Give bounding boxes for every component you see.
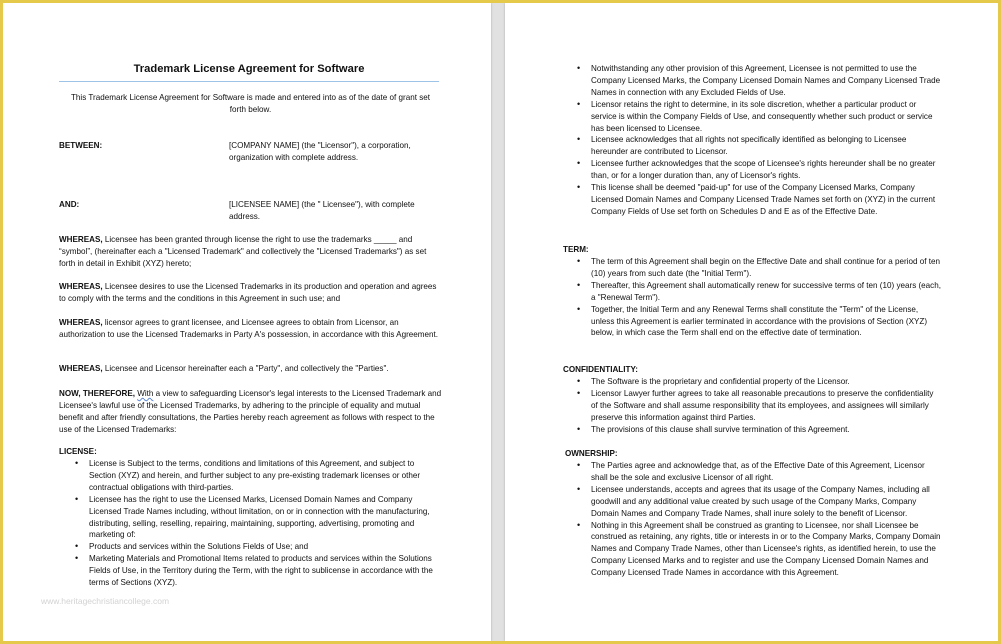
title-underline xyxy=(59,81,439,82)
watermark-text: www.heritagechristiancollege.com xyxy=(41,596,170,606)
now-therefore-paragraph xyxy=(59,388,444,436)
whereas-text: Licensee and Licensor hereinafter each a "Party", and collectively the "Parties". xyxy=(102,364,389,373)
whereas-paragraph-4 xyxy=(59,363,444,375)
list-item: • License is Subject to the terms, conditions and limitations of this Agreement, and subject to Section (XYZ) and herein, and further subject to any pre-existing trademark licenses or other contractual obligations with third-parties. xyxy=(89,458,439,494)
list-item: • The Software is the proprietary and confidential property of the Licensor. xyxy=(591,376,941,388)
whereas-text: Licensee has been granted through license the right to use the trademarks _____ and “symbol”, (hereinafter each a "Licensed Trademark" and collectively the "Licensed Trademarks") as set forth in detail in Exhibit (XYZ) hereto; xyxy=(59,235,427,268)
between-text: [COMPANY NAME] (the "Licensor"), a corporation, organization with complete address. xyxy=(229,141,411,162)
document-viewer[interactable] xyxy=(3,3,998,641)
and-text: [LICENSEE NAME] (the " Licensee"), with complete address. xyxy=(229,200,415,221)
intro-paragraph: This Trademark License Agreement for Software is made and entered into as of the date of grant set forth below. xyxy=(70,93,431,114)
list-item: • The Parties agree and acknowledge that, as of the Effective Date of this Agreement, Licensor shall be the sole and exclusive Licensor of all right. xyxy=(591,460,941,484)
list-item: • Products and services within the Solutions Fields of Use; and xyxy=(89,541,439,553)
list-item: • Together, the Initial Term and any Renewal Terms shall constitute the "Term" of the License, unless this Agreement is earlier terminated in accordance with the provisions of Section (XYZ) below, in which case the Term shall end on the effective date of termination. xyxy=(591,304,941,340)
whereas-text: licensor agrees to grant licensee, and Licensee agrees to obtain from Licensor, an authorization to use the Licensed Trademarks in Party A's possession, in accordance with this Agreement. xyxy=(59,318,439,339)
list-item: • This license shall be deemed "paid-up" for use of the Company Licensed Marks, Company Licensed Domain Names and Company Licensed Trade Names set forth on (XYZ) in the current Company Fields of Use set forth on Schedules D and E as of the Effective Date. xyxy=(591,182,941,218)
now-therefore-text: a view to safeguarding Licensor's legal interests to the Licensed Trademark and Licensee's lawful use of the Licensed Trademarks, by adhering to the principle of equality and mutual benefit and after friendly consultations, the Parties hereby reach agreement as follows with respect to the use of the Licensed Trademarks: xyxy=(59,389,442,434)
list-item: • Thereafter, this Agreement shall automatically renew for successive terms of ten (10) years (each, a "Renewal Term"). xyxy=(591,280,941,304)
list-item: • Licensee understands, accepts and agrees that its usage of the Company Names, including all goodwill and any additional value created by such usage of the Company Marks, Company Domain Names and Company Trade Names, shall inure solely to the benefit of Licensor. xyxy=(591,484,941,520)
whereas-text: Licensee desires to use the Licensed Trademarks in its production and operation and agrees to comply with the terms and the conditions in this Agreement in such use; and xyxy=(59,282,437,303)
now-therefore-lead: NOW, THEREFORE, xyxy=(59,389,135,398)
list-item: • Nothing in this Agreement shall be construed as granting to Licensee, nor shall Licensee be construed as retaining, any rights, title or interests in or to the Company Marks, Company Domain Names and Company Trade Names, other than Licensee's rights, as identified herein, to use the Company Licensed Marks and to register and use the Company Licensed Domain Names and Company Licensed Trade Names in accordance with this Agreement. xyxy=(591,520,941,580)
ownership-list xyxy=(591,460,941,579)
ownership-heading: OWNERSHIP: xyxy=(565,449,618,458)
list-item: • Licensee further acknowledges that the scope of Licensee's rights hereunder shall be no greater than, or for a longer duration than, any of Licensor's rights. xyxy=(591,158,941,182)
document-title: Trademark License Agreement for Software xyxy=(133,63,365,75)
list-item: • Licensee acknowledges that all rights not specifically identified as belonging to Licensee hereunder are contributed to Licensor. xyxy=(591,134,941,158)
whereas-paragraph-2 xyxy=(59,281,444,305)
license-list-continued xyxy=(591,63,941,218)
list-item: • Marketing Materials and Promotional Items related to products and services within the Solutions Fields of Use, in the Territory during the Term, with the right to sublicense in accordance with the terms of Sections (XYZ). xyxy=(89,553,439,589)
and-label: AND: xyxy=(59,200,80,209)
list-item: • Licensor retains the right to determine, in its sole discretion, whether a particular product or service is within the Company Fields of Use, and consequently whether such product or service has been licensed to Licensee. xyxy=(591,99,941,135)
confidentiality-heading: CONFIDENTIALITY: xyxy=(563,365,638,374)
between-label: BETWEEN: xyxy=(59,141,103,150)
list-item: • Licensee has the right to use the Licensed Marks, Licensed Domain Names and Company Licensed Trade Names including, without limitation, on or in connection with the manufacturing, distributing, selling, reselling, repairing, maintaining, supporting, advertising, promoting and marketing of: xyxy=(89,494,439,542)
list-item: • The provisions of this clause shall survive termination of this Agreement. xyxy=(591,424,941,436)
whereas-paragraph-3 xyxy=(59,317,444,341)
page-2 xyxy=(505,3,998,641)
whereas-lead: WHEREAS, xyxy=(59,235,103,244)
list-item: • Licensor Lawyer further agrees to take all reasonable precautions to preserve the confidentiality of the Software and shall assume responsibility that its employees, and assignees will similarly preserve this information against third Parties. xyxy=(591,388,941,424)
whereas-lead: WHEREAS, xyxy=(59,364,103,373)
spellcheck-word: With xyxy=(137,389,154,398)
term-heading: TERM: xyxy=(563,245,589,254)
whereas-lead: WHEREAS, xyxy=(59,318,103,327)
page-1 xyxy=(3,3,491,641)
list-item: • Notwithstanding any other provision of this Agreement, Licensee is not permitted to use the Company Licensed Marks, the Company Licensed Domain Names and Company Licensed Trade Names in connection with any Excluded Fields of Use. xyxy=(591,63,941,99)
confidentiality-list xyxy=(591,376,941,436)
list-item: • The term of this Agreement shall begin on the Effective Date and shall continue for a period of ten (10) years from such date (the "Initial Term"). xyxy=(591,256,941,280)
whereas-paragraph-1 xyxy=(59,234,444,270)
license-heading: LICENSE: xyxy=(59,447,97,456)
license-list xyxy=(89,458,439,589)
whereas-lead: WHEREAS, xyxy=(59,282,103,291)
term-list xyxy=(591,256,941,339)
